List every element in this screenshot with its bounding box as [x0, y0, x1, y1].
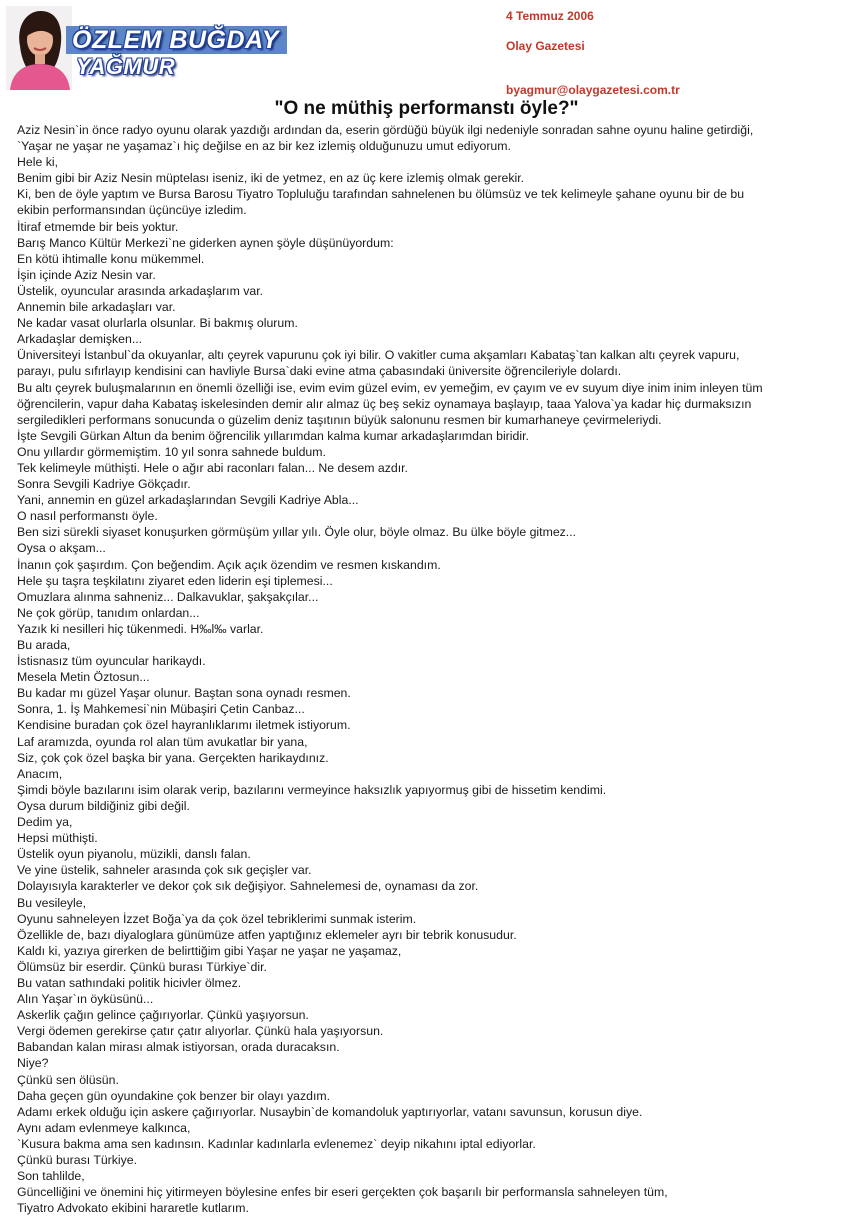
article-line: Üstelik, oyuncular arasında arkadaşlarım var. — [17, 283, 264, 298]
article-line: Güncelliğini ve önemini hiç yitirmeyen böylesine enfes bir eseri gerçekten çok başarılı bir performansla sahneleyen tüm, — [17, 1185, 668, 1200]
article-line: İstisnasız tüm oyuncular harikaydı. — [17, 654, 206, 669]
article-line: Çünkü sen ölüsün. — [17, 1072, 119, 1087]
article-line: `Yaşar ne yaşar ne yaşamaz`ı hiç değilse en az bir kez izlemiş olduğunuzu umut ediyorum. — [17, 139, 511, 154]
article-line: Son tahlilde, — [17, 1169, 85, 1184]
author-email: byagmur@olaygazetesi.com.tr — [506, 83, 680, 97]
article-line: İnanın çok şaşırdım. Çon beğendim. Açık açık özendim ve resmen kıskandım. — [17, 557, 441, 572]
column-header — [0, 0, 853, 98]
article-line: Anacım, — [17, 766, 63, 781]
article-body — [17, 122, 845, 1216]
article-line: Ne kadar vasat olurlarla olsunlar. Bi bakmış olurum. — [17, 316, 298, 331]
article-line: Tek kelimeyle müthişti. Hele o ağır abi raconları falan... Ne desem azdır. — [17, 460, 408, 475]
article-line: Ve yine üstelik, sahneler arasında çok sık geçişler var. — [17, 863, 312, 878]
article-line: Mesela Metin Öztosun... — [17, 670, 150, 685]
article-line: Kaldı ki, yazıya girerken de belirttiğim gibi Yaşar ne yaşar ne yaşamaz, — [17, 943, 402, 958]
article-line: Yani, annemin en güzel arkadaşlarından Sevgili Kadriye Abla... — [17, 493, 359, 508]
newspaper-name: Olay Gazetesi — [506, 39, 585, 53]
article-line: Üstelik oyun piyanolu, müzikli, danslı falan. — [17, 847, 251, 862]
article-line: Kendisine buradan çok özel hayranlıklarımı iletmek istiyorum. — [17, 718, 351, 733]
article-line: Özellikle de, bazı diyaloglara günümüze atfen yaptığınız eklemeler ayrı bir tebrik konusudur. — [17, 927, 517, 942]
article-line: Laf aramızda, oyunda rol alan tüm avukatlar bir yana, — [17, 734, 308, 749]
article-line: Omuzlara alınma sahneniz... Dalkavuklar, şakşakçılar... — [17, 589, 319, 604]
article-line: Dolayısıyla karakterler ve dekor çok sık değişiyor. Sahnelemesi de, oynaması da zor. — [17, 879, 479, 894]
article-line: Aynı adam evlenmeye kalkınca, — [17, 1120, 191, 1135]
article-line: Ki, ben de öyle yaptım ve Bursa Barosu Tiyatro Topluluğu tarafından sahnelenen bu ölümsüz ve tek kelimeyle şahane oyunu bir de bu — [17, 187, 745, 202]
article-line: Sonra Sevgili Kadriye Gökçadır. — [17, 477, 191, 492]
article-line: Alın Yaşar`ın öyküsünü... — [17, 992, 154, 1007]
article-line: Askerlik çağın gelince çağırıyorlar. Çünkü yaşıyorsun. — [17, 1008, 309, 1023]
article-line: Hele ki, — [17, 155, 59, 170]
article-line: Bu vatan sathındaki politik hicivler ölmez. — [17, 975, 242, 990]
author-portrait-icon — [6, 6, 72, 90]
article-line: Hele şu taşra teşkilatını ziyaret eden liderin eşi tiplemesi... — [17, 573, 333, 588]
author-logo — [66, 26, 287, 78]
article-line: Sonra, 1. İş Mahkemesi`nin Mübaşiri Çetin Canbaz... — [17, 702, 305, 717]
article-line: Dedim ya, — [17, 815, 73, 830]
article-line: Bu kadar mı güzel Yaşar olunur. Baştan sona oynadı resmen. — [17, 686, 351, 701]
article-line: Babandan kalan mirası almak istiyorsan, orada duracaksın. — [17, 1040, 340, 1055]
article-line: `Kusura bakma ama sen kadınsın. Kadınlar kadınlarla evlenemez` deyip nikahını iptal ediyorlar. — [17, 1136, 536, 1151]
article-line: Ne çok görüp, tanıdım onlardan... — [17, 605, 200, 620]
article-line: Tiyatro Advokato ekibini hararetle kutlarım. — [17, 1201, 249, 1216]
article-line: Benim gibi bir Aziz Nesin müptelası iseniz, iki de yetmez, en az üç kere izlemiş olmak gerekir. — [17, 171, 525, 186]
article-line: Ben sizi sürekli siyaset konuşurken görmüşüm yıllar yılı. Öyle olur, böyle olmaz. Bu ülke böyle gitmez... — [17, 525, 577, 540]
article-line: Siz, çok çok özel başka bir yana. Gerçekten harikaydınız. — [17, 750, 329, 765]
article-line: Niye? — [17, 1056, 49, 1071]
article-line: Oyunu sahneleyen İzzet Boğa`ya da çok özel tebriklerimi sunmak isterim. — [17, 911, 417, 926]
logo-surname: YAĞMUR — [76, 54, 176, 79]
article-line: İşin içinde Aziz Nesin var. — [17, 267, 156, 282]
article-line: Bu altı çeyrek buluşmalarının en önemli özelliği ise, evim evim güzel evim, ev yemeğim, ev çayım ve ev suyum diye inim inim inleyen tüm — [17, 380, 763, 395]
article-line: Üniversiteyi İstanbul`da okuyanlar, altı çeyrek vapurunu çok iyi bilir. O vakitler cuma akşamları Kabataş`tan kalkan altı çeyrek vapuru, — [17, 348, 740, 363]
article-line: sergiledikleri performans sonucunda o güzelim deniz taşıtının büyük salonunu resmen bir kumarhaneye çevirmeleriydi. — [17, 412, 662, 427]
article-line: Bu vesileyle, — [17, 895, 87, 910]
article-line: Oysa durum bildiğiniz gibi değil. — [17, 798, 190, 813]
article-line: ekibin performansından üçüncüye izledim. — [17, 203, 247, 218]
logo-name: ÖZLEM BUĞDAY — [66, 26, 287, 54]
article-line: parayı, pulu sıfırlayıp kendisini can havliyle Bursa`daki evine atma çabasındaki üniversite öğrencileriyle dolardı. — [17, 364, 622, 379]
article-line: O nasıl performanstı öyle. — [17, 509, 158, 524]
article-line: öğrencilerin, vapur daha Kabataş iskelesinden demir alır almaz üç beş sekiz oynamaya başlayıp, taaa Yalova`ya kadar hiç durmaksızın — [17, 396, 752, 411]
article-line: Barış Manco Kültür Merkezi`ne giderken aynen şöyle düşünüyordum: — [17, 235, 394, 250]
article-line: İşte Sevgili Gürkan Altun da benim öğrencilik yıllarımdan kalma kumar arkadaşlarımdan biridir. — [17, 428, 529, 443]
author-photo — [6, 6, 72, 90]
article-line: Şimdi böyle bazılarını isim olarak verip, bazılarını vermeyince haksızlık yapıyormuş gibi de hissetim kendimi. — [17, 782, 607, 797]
article-line: Çünkü burası Türkiye. — [17, 1153, 138, 1167]
article-line: Onu yıllardır görmemiştim. 10 yıl sonra sahnede buldum. — [17, 444, 326, 459]
article-line: En kötü ihtimalle konu mükemmel. — [17, 251, 205, 266]
article-line: Hepsi müthişti. — [17, 831, 98, 846]
article-line: Bu arada, — [17, 638, 71, 652]
article-line: Adamı erkek olduğu için askere çağırıyorlar. Nusaybin`de komandoluk yaptırıyorlar, vatanı savunsun, korusun diye. — [17, 1104, 643, 1119]
publication-date: 4 Temmuz 2006 — [506, 9, 594, 23]
article-line: Arkadaşlar demişken... — [17, 332, 143, 347]
article-line: Aziz Nesin`in önce radyo oyunu olarak yazdığı ardından da, eserin gördüğü büyük ilgi nedeniyle sonradan sahne oyunu haline getirdiği, — [17, 123, 754, 137]
article-line: Yazık ki nesilleri hiç tükenmedi. H‰l‰ varlar. — [17, 621, 264, 636]
article-line: Ölümsüz bir eserdir. Çünkü burası Türkiye`dir. — [17, 959, 267, 974]
article-line: Annemin bile arkadaşları var. — [17, 300, 176, 315]
article-line: Vergi ödemen gerekirse çatır çatır alıyorlar. Çünkü hala yaşıyorsun. — [17, 1024, 384, 1039]
article-line: Daha geçen gün oyundakine çok benzer bir olayı yazdım. — [17, 1088, 331, 1103]
article-line: Oysa o akşam... — [17, 541, 106, 556]
article-line: İtiraf etmemde bir beis yoktur. — [17, 219, 179, 234]
article-headline: "O ne müthiş performanstı öyle?" — [274, 98, 579, 119]
